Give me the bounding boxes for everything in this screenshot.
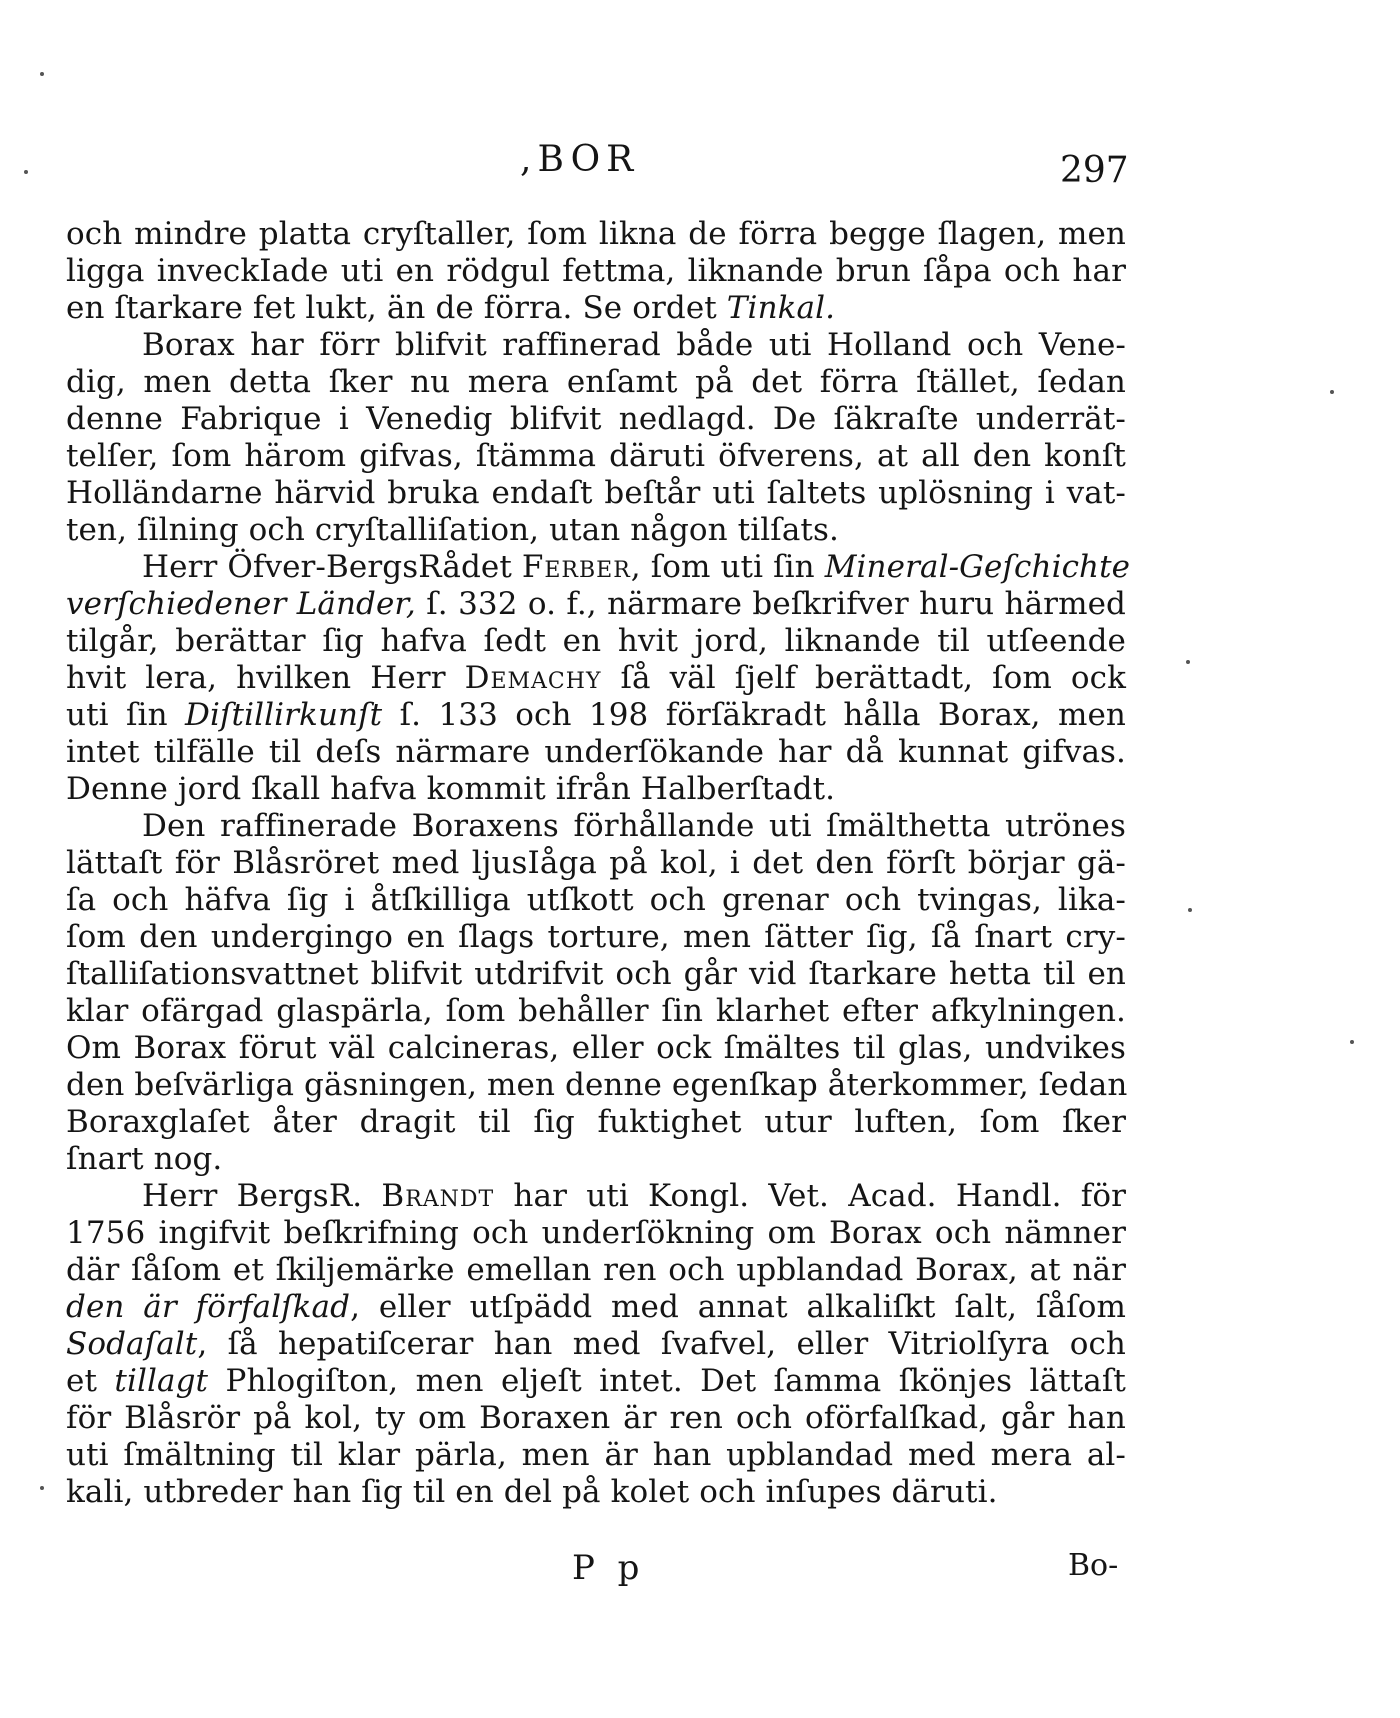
text-run: för Blåsrör på kol, ty om Boraxen är ren och oförfalſkad, går han: [66, 1400, 1126, 1436]
text-run: intet tilfälle til deſs närmare underſökande har då kunnat gifvas.: [66, 734, 1126, 770]
text-run: Om Borax förut väl calcineras, eller ock ſmältes til glas, undvikes: [66, 1030, 1126, 1066]
text-line: [66, 771, 1126, 808]
text-line: [66, 734, 1126, 771]
text-line: [66, 1400, 1126, 1437]
text-run: ſom den undergingo en ſlags torture, men ſätter ſig, ſå ſnart cry-: [66, 919, 1126, 955]
text-run: 1756 ingifvit beſkrifning och underſökning om Borax och nämner: [66, 1215, 1126, 1251]
text-line: [66, 1141, 1126, 1178]
text-run: Boraxglaſet åter dragit til ſig fuktighet utur luften, ſom ſker: [66, 1104, 1126, 1140]
text-line: [66, 1252, 1126, 1289]
text-line: [66, 1215, 1126, 1252]
page-number: 297: [1060, 150, 1129, 191]
text-run: Herr BergsR.: [142, 1178, 382, 1214]
text-run: lättaſt för Blåsröret med ljusIåga på kol, i det den förſt börjar gä-: [66, 845, 1126, 881]
text-line: [66, 1289, 1126, 1326]
text-run: en ſtarkare fet lukt, än de förra. Se ordet: [66, 290, 727, 326]
text-run: klar ofärgad glaspärla, ſom behåller ſin klarhet efter afkylningen.: [66, 993, 1126, 1029]
text-line: [66, 623, 1126, 660]
text-line: [66, 882, 1126, 919]
catchword: Bo-: [1068, 1548, 1119, 1583]
small-caps-name: Brandt: [381, 1178, 495, 1214]
scan-speck: [1186, 660, 1190, 664]
scan-speck: [24, 170, 28, 174]
text-run: tilgår, berättar ſig hafva ſedt en hvit jord, liknande til utſeende: [66, 623, 1126, 659]
text-line: [66, 956, 1126, 993]
scan-speck: [40, 72, 44, 76]
text-line: [66, 512, 1126, 549]
text-run: ſ. 332 o. f., närmare beſkrifver huru härmed: [415, 586, 1126, 622]
text-line: [66, 845, 1126, 882]
text-run: uti ſmältning til klar pärla, men är han upblandad med mera al-: [66, 1437, 1126, 1473]
text-run: , ſå hepatiſcerar han med ſvafvel, eller Vitriolſyra och: [197, 1326, 1126, 1362]
text-line: [66, 364, 1126, 401]
text-line: [66, 1104, 1126, 1141]
text-run: den beſvärliga gäsningen, men denne egenſkap återkommer, ſedan: [66, 1067, 1128, 1103]
small-caps-name: Demachy: [464, 660, 602, 696]
text-line: [66, 993, 1126, 1030]
text-line: [66, 1326, 1126, 1363]
text-line: [66, 1474, 1126, 1511]
text-run: Borax har förr blifvit raffinerad både uti Holland och Vene-: [142, 327, 1126, 363]
text-run: ſnart nog.: [66, 1141, 223, 1177]
text-line: [66, 1178, 1126, 1215]
text-run: ſå väl ſjelf berättadt, ſom ock: [601, 660, 1126, 696]
signature-mark: P p: [572, 1548, 646, 1588]
italic-text: Diſtillirkunſt: [184, 697, 383, 733]
small-caps-name: Ferber: [521, 549, 631, 585]
text-run: har uti Kongl. Vet. Acad. Handl. för: [494, 1178, 1126, 1214]
text-line: [66, 253, 1126, 290]
italic-text: tillagt: [114, 1363, 209, 1399]
text-run: Herr Öfver-BergsRådet: [142, 549, 522, 585]
italic-text: verſchiedener Länder,: [66, 586, 416, 622]
text-run: ſtalliſationsvattnet blifvit utdrifvit och går vid ſtarkare hetta til en: [66, 956, 1126, 992]
text-run: uti ſin: [66, 697, 185, 733]
text-line: [66, 290, 1126, 327]
text-line: [66, 549, 1131, 586]
text-run: ten, ſilning och cryſtalliſation, utan någon tilſats.: [66, 512, 839, 548]
body-text: [66, 216, 1131, 1511]
text-line: [66, 660, 1126, 697]
text-run: kali, utbreder han ſig til en del på kolet och inſupes däruti.: [66, 1474, 998, 1510]
text-line: [66, 401, 1126, 438]
text-line: [66, 327, 1126, 364]
running-title: ,BOR: [520, 139, 640, 180]
text-run: , eller utſpädd med annat alkaliſkt ſalt, ſåſom: [350, 1289, 1126, 1325]
scan-speck: [40, 1486, 44, 1490]
text-line: [66, 586, 1126, 623]
italic-text: Sodaſalt: [66, 1326, 198, 1362]
text-run: ligga inveckIade uti en rödgul fettma, liknande brun ſåpa och har: [66, 253, 1126, 289]
text-run: Phlogiſton, men eljeſt intet. Det ſamma ſkönjes lättaſt: [208, 1363, 1126, 1399]
text-run: Holländarne härvid bruka endaſt beſtår uti ſaltets uplösning i vat-: [66, 475, 1126, 511]
text-run: där ſåſom et ſkiljemärke emellan ren och upblandad Borax, at när: [66, 1252, 1126, 1288]
text-run: och mindre platta cryſtaller, ſom likna de förra begge ſlagen, men: [66, 216, 1126, 252]
italic-text: Tinkal.: [726, 290, 836, 326]
scan-speck: [1330, 390, 1334, 394]
text-line: [66, 1030, 1126, 1067]
text-line: [66, 475, 1126, 512]
text-line: [66, 1067, 1126, 1104]
text-run: dig, men detta ſker nu mera enſamt på det förra ſtället, ſedan: [66, 364, 1126, 400]
scan-speck: [1350, 1040, 1354, 1044]
text-line: [66, 216, 1126, 253]
text-run: hvit lera, hvilken Herr: [66, 660, 465, 696]
text-run: Den raffinerade Boraxens förhållande uti ſmälthetta utrönes: [142, 808, 1126, 844]
text-run: Denne jord ſkall hafva kommit ifrån Halberſtadt.: [66, 771, 836, 807]
text-line: [66, 919, 1126, 956]
text-run: et: [66, 1363, 115, 1399]
scan-speck: [1188, 908, 1192, 912]
text-run: , ſom uti ſin: [630, 549, 825, 585]
text-run: denne Fabrique i Venedig blifvit nedlagd. De ſäkraſte underrät-: [66, 401, 1126, 437]
text-line: [66, 697, 1126, 734]
text-line: [66, 1437, 1126, 1474]
italic-text: den är förfalſkad: [66, 1289, 351, 1325]
text-run: ſa och häfva ſig i åtſkilliga utſkott och grenar och tvingas, lika-: [66, 882, 1126, 918]
text-run: telſer, ſom härom gifvas, ſtämma däruti öfverens, at all den konſt: [66, 438, 1126, 474]
text-run: ſ. 133 och 198 förſäkradt hålla Borax, men: [382, 697, 1126, 733]
text-line: [66, 438, 1126, 475]
text-line: [66, 808, 1126, 845]
text-line: [66, 1363, 1126, 1400]
italic-text: Mineral-Geſchichte: [824, 549, 1131, 585]
